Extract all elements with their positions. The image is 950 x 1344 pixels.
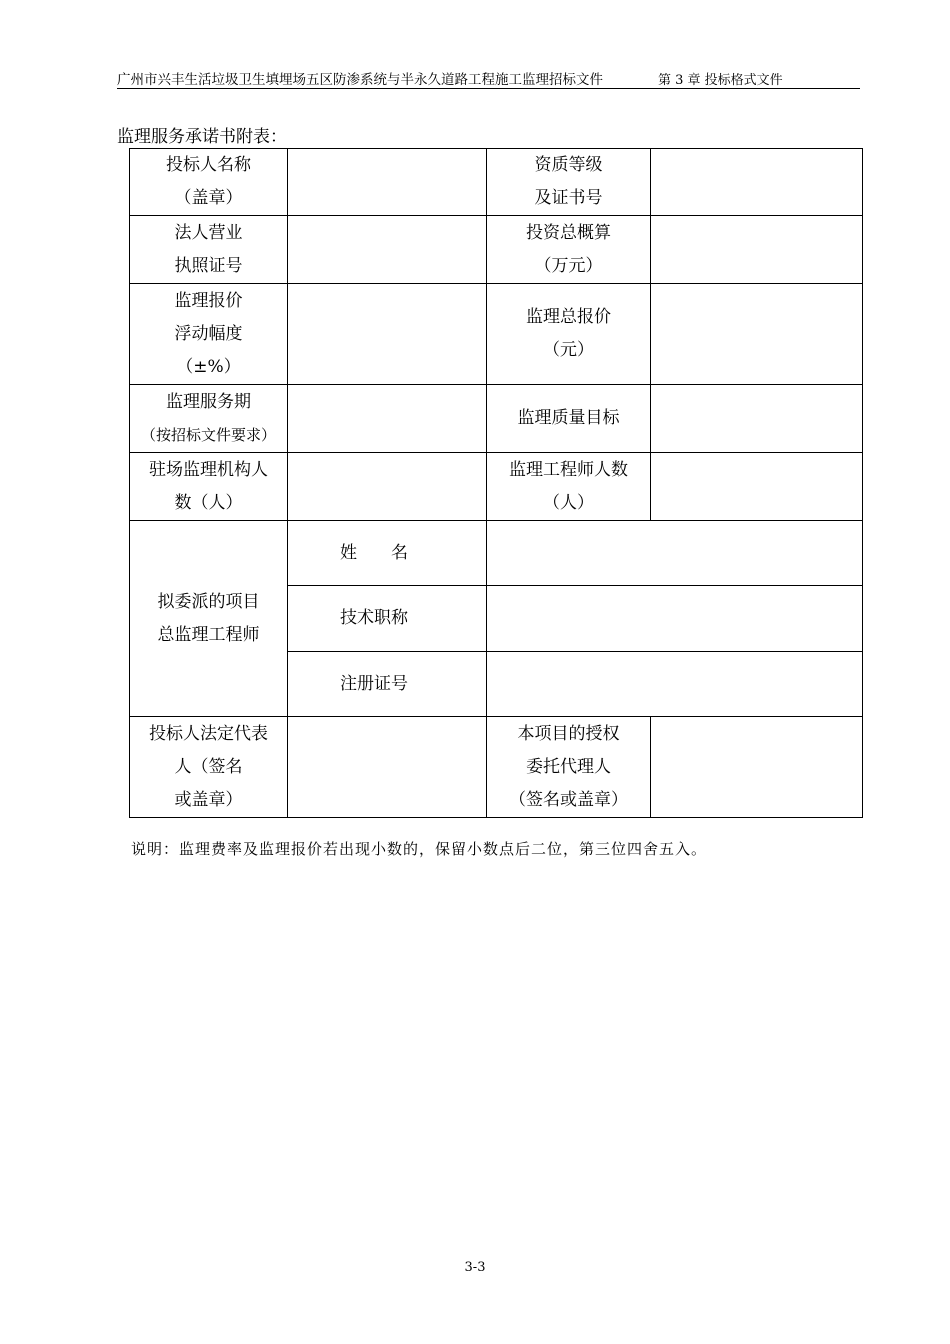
engineer-count-label: 监理工程师人数 （人） <box>487 453 651 521</box>
table-row <box>130 385 863 453</box>
page-number: 3-3 <box>464 1260 486 1275</box>
engineer-reg-label: 注册证号 <box>288 652 487 717</box>
authorized-agent-label: 本项目的授权 委托代理人 （签名或盖章） <box>487 717 651 818</box>
total-price-label: 监理总报价 （元） <box>487 284 651 385</box>
total-investment-label: 投资总概算 （万元） <box>487 216 651 284</box>
engineer-name-label: 姓 名 <box>288 521 487 586</box>
quality-target-value[interactable] <box>651 385 863 453</box>
quality-target-label: 监理质量目标 <box>487 385 651 453</box>
total-price-value[interactable] <box>651 284 863 385</box>
engineer-title-value[interactable] <box>487 586 863 652</box>
engineer-count-value[interactable] <box>651 453 863 521</box>
total-investment-value[interactable] <box>651 216 863 284</box>
table-row <box>130 284 863 385</box>
page-header <box>117 66 860 89</box>
engineer-reg-value[interactable] <box>487 652 863 717</box>
business-license-value[interactable] <box>288 216 487 284</box>
qualification-label: 资质等级 及证书号 <box>487 149 651 216</box>
qualification-value[interactable] <box>651 149 863 216</box>
bidder-name-label: 投标人名称 （盖章） <box>130 149 288 216</box>
engineer-title-label: 技术职称 <box>288 586 487 652</box>
bidder-name-value[interactable] <box>288 149 487 216</box>
chief-engineer-group-label: 拟委派的项目 总监理工程师 <box>130 521 288 717</box>
table-row <box>130 453 863 521</box>
onsite-staff-count-label: 驻场监理机构人 数（人） <box>130 453 288 521</box>
table-row <box>130 216 863 284</box>
table-row <box>130 521 863 586</box>
document-title: 广州市兴丰生活垃圾卫生填埋场五区防渗系统与半永久道路工程施工监理招标文件 <box>117 72 603 88</box>
business-license-label: 法人营业 执照证号 <box>130 216 288 284</box>
price-fluctuation-label: 监理报价 浮动幅度 （±%） <box>130 284 288 385</box>
authorized-agent-signature[interactable] <box>651 717 863 818</box>
service-period-label: 监理服务期 （按招标文件要求） <box>130 385 288 453</box>
commitment-attachment-table <box>129 148 863 818</box>
table-caption: 监理服务承诺书附表： <box>117 127 287 147</box>
engineer-name-value[interactable] <box>487 521 863 586</box>
table-row <box>130 149 863 216</box>
legal-representative-label: 投标人法定代表 人（签名 或盖章） <box>130 717 288 818</box>
service-period-value[interactable] <box>288 385 487 453</box>
table-row <box>130 717 863 818</box>
explanation-note: 说明：监理费率及监理报价若出现小数的，保留小数点后二位，第三位四舍五入。 <box>131 840 708 858</box>
onsite-staff-count-value[interactable] <box>288 453 487 521</box>
chapter-title: 第 3 章 投标格式文件 <box>658 73 783 88</box>
price-fluctuation-value[interactable] <box>288 284 487 385</box>
legal-representative-signature[interactable] <box>288 717 487 818</box>
